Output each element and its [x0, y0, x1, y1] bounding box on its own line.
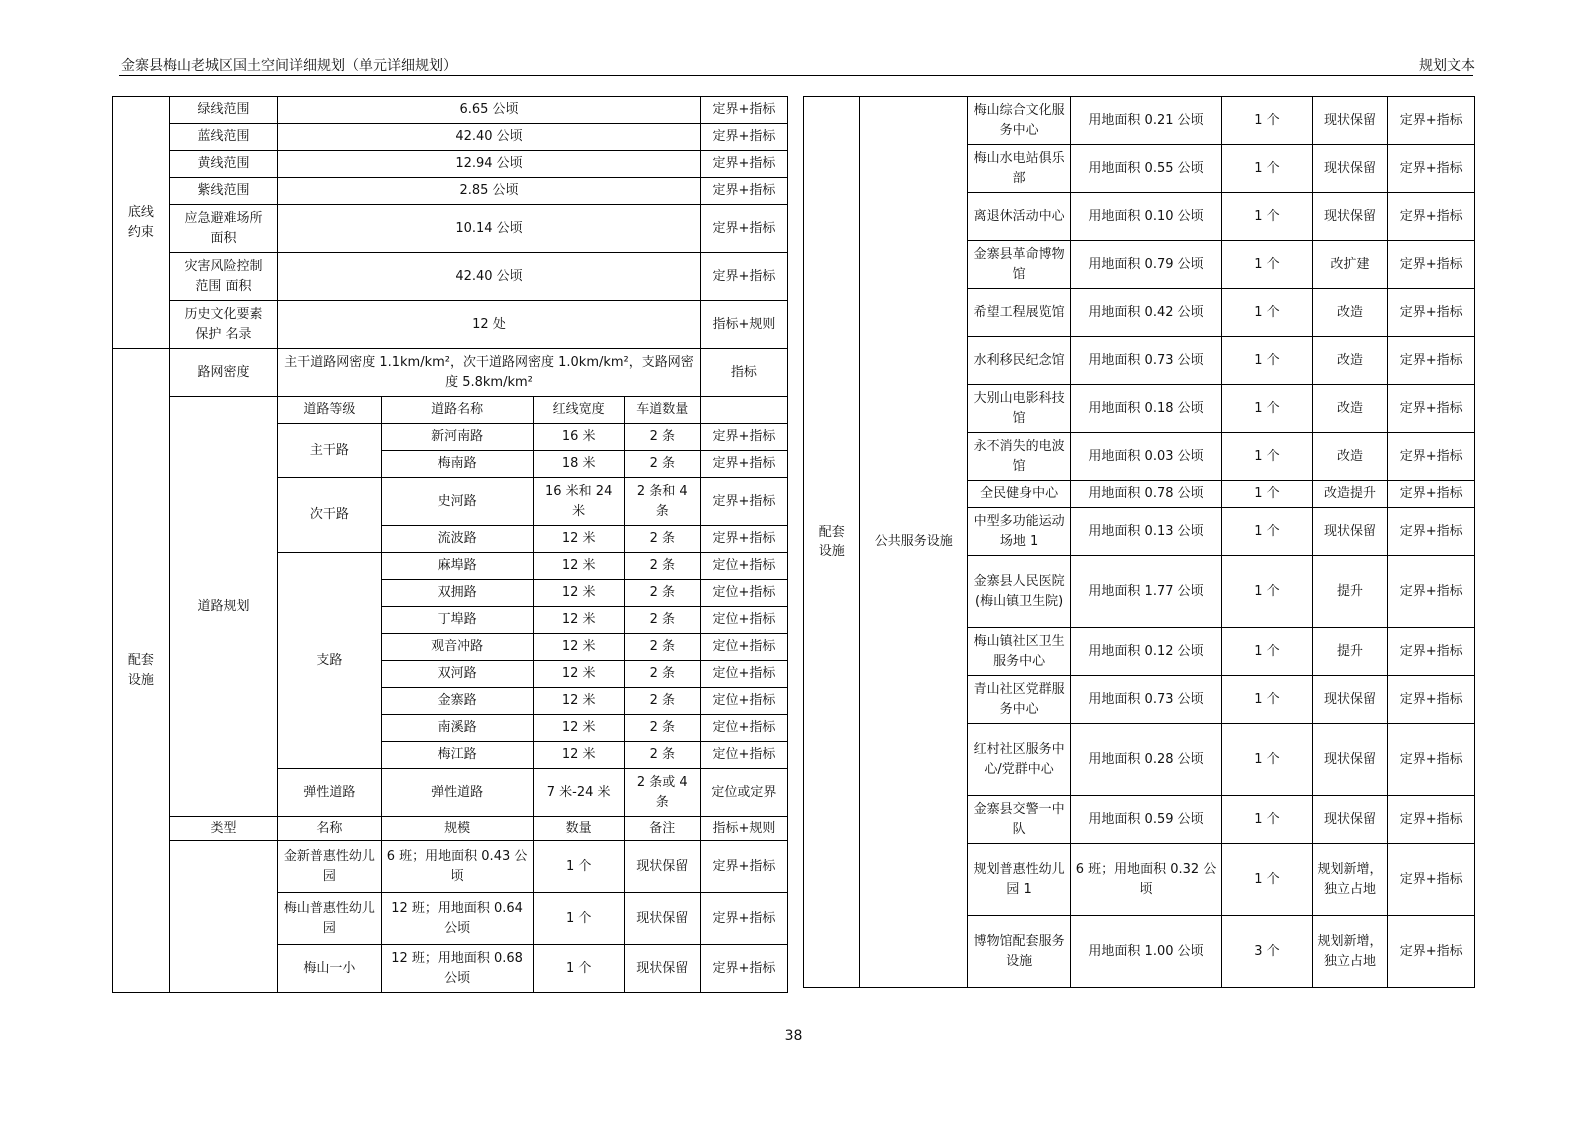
- scale-cell: 用地面积 0.73 公顷: [1070, 676, 1221, 724]
- scale-cell: 用地面积 1.77 公顷: [1070, 556, 1221, 628]
- note-cell: 现状保留: [1312, 193, 1388, 241]
- facility-name-cell: 梅山综合文化服务中心: [968, 97, 1071, 145]
- road-name-cell: 梅南路: [381, 451, 533, 478]
- value-cell: 12.94 公顷: [278, 151, 701, 178]
- value-cell: 2.85 公顷: [278, 178, 701, 205]
- scale-cell: 用地面积 0.03 公顷: [1070, 433, 1221, 481]
- count-cell: 1 个: [1222, 508, 1313, 556]
- control-cell: 定界+指标: [700, 526, 787, 553]
- road-width-cell: 12 米: [533, 580, 624, 607]
- column-header: 指标+规则: [700, 817, 787, 841]
- note-cell: 规划新增， 独立占地: [1312, 844, 1388, 916]
- column-header: 道路名称: [381, 397, 533, 424]
- road-lanes-cell: 2 条: [624, 742, 700, 769]
- road-width-cell: 16 米: [533, 424, 624, 451]
- table-row: [113, 124, 788, 151]
- control-cell: 定界+指标: [700, 97, 787, 124]
- table-row: [113, 253, 788, 301]
- road-lanes-cell: 2 条: [624, 526, 700, 553]
- scale-cell: 6 班；用地面积 0.32 公顷: [1070, 844, 1221, 916]
- column-header: 道路等级: [278, 397, 381, 424]
- facility-name-cell: 金寨县人民医院(梅山镇卫生院): [968, 556, 1071, 628]
- control-cell: 定位+指标: [700, 607, 787, 634]
- note-cell: 现状保留: [1312, 676, 1388, 724]
- road-name-cell: 梅江路: [381, 742, 533, 769]
- road-width-cell: 7 米-24 米: [533, 769, 624, 817]
- document-type: 规划文本: [1419, 58, 1475, 74]
- control-cell: 定界+指标: [700, 841, 787, 893]
- count-cell: 1 个: [1222, 556, 1313, 628]
- road-grade-cell: 支路: [278, 553, 381, 769]
- control-cell: 定界+指标: [700, 253, 787, 301]
- note-cell: 改造提升: [1312, 481, 1388, 508]
- note-cell: 提升: [1312, 556, 1388, 628]
- note-cell: 现状保留: [1312, 796, 1388, 844]
- scale-cell: 用地面积 0.12 公顷: [1070, 628, 1221, 676]
- control-cell: 定界+指标: [1388, 844, 1475, 916]
- facility-name-cell: 梅山镇社区卫生服务中心: [968, 628, 1071, 676]
- count-cell: 1 个: [1222, 97, 1313, 145]
- scale-cell: 12 班；用地面积 0.68 公顷: [381, 945, 533, 993]
- control-cell: 定界+指标: [1388, 724, 1475, 796]
- road-width-cell: 12 米: [533, 688, 624, 715]
- count-cell: 1 个: [533, 893, 624, 945]
- road-width-cell: 18 米: [533, 451, 624, 478]
- item-cell: 路网密度: [169, 349, 277, 397]
- road-width-cell: 12 米: [533, 661, 624, 688]
- facility-name-cell: 金寨县交警一中队: [968, 796, 1071, 844]
- scale-cell: 用地面积 0.18 公顷: [1070, 385, 1221, 433]
- road-lanes-cell: 2 条: [624, 451, 700, 478]
- facility-name-cell: 金寨县革命博物馆: [968, 241, 1071, 289]
- note-cell: 现状保留: [624, 841, 700, 893]
- facility-name-cell: 梅山一小: [278, 945, 381, 993]
- control-cell: 定界+指标: [700, 451, 787, 478]
- control-cell: 定界+指标: [700, 478, 787, 526]
- road-lanes-cell: 2 条: [624, 424, 700, 451]
- item-cell: 黄线范围: [169, 151, 277, 178]
- column-header: 规模: [381, 817, 533, 841]
- item-cell: 绿线范围: [169, 97, 277, 124]
- control-cell: 定界+指标: [700, 893, 787, 945]
- count-cell: 1 个: [1222, 241, 1313, 289]
- control-cell: 定界+指标: [1388, 97, 1475, 145]
- scale-cell: 用地面积 1.00 公顷: [1070, 916, 1221, 988]
- road-lanes-cell: 2 条: [624, 580, 700, 607]
- road-lanes-cell: 2 条: [624, 661, 700, 688]
- road-name-cell: 新河南路: [381, 424, 533, 451]
- road-name-cell: 麻埠路: [381, 553, 533, 580]
- table-row: [113, 841, 788, 893]
- table-row: [113, 397, 788, 424]
- facility-name-cell: 梅山普惠性幼儿园: [278, 893, 381, 945]
- note-cell: 改造: [1312, 433, 1388, 481]
- empty-cell: [700, 397, 787, 424]
- road-width-cell: 12 米: [533, 715, 624, 742]
- page-number: 38: [784, 1028, 803, 1044]
- header-rule: [119, 75, 1473, 76]
- control-cell: 定界+指标: [1388, 556, 1475, 628]
- count-cell: 1 个: [1222, 385, 1313, 433]
- column-header: 名称: [278, 817, 381, 841]
- count-cell: 1 个: [1222, 337, 1313, 385]
- facility-name-cell: 中型多功能运动场地 1: [968, 508, 1071, 556]
- table-row: [804, 97, 1475, 145]
- scale-cell: 用地面积 0.21 公顷: [1070, 97, 1221, 145]
- road-name-cell: 金寨路: [381, 688, 533, 715]
- facility-name-cell: 博物馆配套服务设施: [968, 916, 1071, 988]
- count-cell: 1 个: [1222, 724, 1313, 796]
- road-width-cell: 12 米: [533, 742, 624, 769]
- value-cell: 6.65 公顷: [278, 97, 701, 124]
- road-width-cell: 12 米: [533, 607, 624, 634]
- road-lanes-cell: 2 条和 4 条: [624, 478, 700, 526]
- facility-name-cell: 规划普惠性幼儿园 1: [968, 844, 1071, 916]
- control-cell: 指标+规则: [700, 301, 787, 349]
- facility-name-cell: 希望工程展览馆: [968, 289, 1071, 337]
- note-cell: 现状保留: [1312, 724, 1388, 796]
- road-lanes-cell: 2 条: [624, 553, 700, 580]
- table-row: [113, 151, 788, 178]
- road-width-cell: 12 米: [533, 553, 624, 580]
- value-cell: 10.14 公顷: [278, 205, 701, 253]
- category-cell: 底线 约束: [113, 97, 170, 349]
- road-name-cell: 双拥路: [381, 580, 533, 607]
- table-row: [113, 817, 788, 841]
- item-cell: 蓝线范围: [169, 124, 277, 151]
- control-cell: 定位+指标: [700, 688, 787, 715]
- control-cell: 定界+指标: [1388, 289, 1475, 337]
- facility-name-cell: 大别山电影科技馆: [968, 385, 1071, 433]
- road-name-cell: 史河路: [381, 478, 533, 526]
- road-lanes-cell: 2 条: [624, 688, 700, 715]
- note-cell: 现状保留: [624, 945, 700, 993]
- scale-cell: 12 班；用地面积 0.64 公顷: [381, 893, 533, 945]
- value-cell: 42.40 公顷: [278, 124, 701, 151]
- facility-name-cell: 青山社区党群服务中心: [968, 676, 1071, 724]
- control-cell: 定界+指标: [700, 124, 787, 151]
- control-cell: 定界+指标: [700, 151, 787, 178]
- control-cell: 定界+指标: [1388, 628, 1475, 676]
- value-cell: 主干道路网密度 1.1km/km²，次干道路网密度 1.0km/km²，支路网密度 5.8km/km²: [278, 349, 701, 397]
- count-cell: 1 个: [1222, 193, 1313, 241]
- control-cell: 定界+指标: [700, 205, 787, 253]
- count-cell: 3 个: [1222, 916, 1313, 988]
- road-lanes-cell: 2 条: [624, 715, 700, 742]
- column-header: 红线宽度: [533, 397, 624, 424]
- control-cell: 定界+指标: [700, 178, 787, 205]
- control-cell: 定界+指标: [1388, 481, 1475, 508]
- road-name-cell: 丁埠路: [381, 607, 533, 634]
- control-cell: 定位+指标: [700, 634, 787, 661]
- road-name-cell: 流波路: [381, 526, 533, 553]
- document-title: 金寨县梅山老城区国土空间详细规划（单元详细规划）: [121, 58, 457, 74]
- facility-name-cell: 金新普惠性幼儿园: [278, 841, 381, 893]
- category-cell: 配套 设施: [804, 97, 860, 988]
- control-cell: 定位+指标: [700, 661, 787, 688]
- note-cell: 现状保留: [1312, 97, 1388, 145]
- count-cell: 1 个: [533, 841, 624, 893]
- scale-cell: 用地面积 0.13 公顷: [1070, 508, 1221, 556]
- road-grade-cell: 弹性道路: [278, 769, 381, 817]
- control-cell: 定界+指标: [1388, 433, 1475, 481]
- count-cell: 1 个: [1222, 433, 1313, 481]
- note-cell: 现状保留: [624, 893, 700, 945]
- road-width-cell: 16 米和 24 米: [533, 478, 624, 526]
- count-cell: 1 个: [1222, 796, 1313, 844]
- road-name-cell: 弹性道路: [381, 769, 533, 817]
- column-header: 车道数量: [624, 397, 700, 424]
- control-cell: 定位+指标: [700, 553, 787, 580]
- control-cell: 定界+指标: [1388, 145, 1475, 193]
- control-cell: 定界+指标: [1388, 916, 1475, 988]
- table-row: [113, 97, 788, 124]
- note-cell: 改造: [1312, 289, 1388, 337]
- item-cell: 历史文化要素 保护 名录: [169, 301, 277, 349]
- control-cell: 定界+指标: [1388, 193, 1475, 241]
- control-cell: 定界+指标: [1388, 385, 1475, 433]
- count-cell: 1 个: [1222, 676, 1313, 724]
- note-cell: 改造: [1312, 385, 1388, 433]
- road-name-cell: 南溪路: [381, 715, 533, 742]
- facility-name-cell: 梅山水电站俱乐部: [968, 145, 1071, 193]
- item-cell: 紫线范围: [169, 178, 277, 205]
- control-cell: 定界+指标: [1388, 508, 1475, 556]
- note-cell: 现状保留: [1312, 508, 1388, 556]
- road-grade-cell: 次干路: [278, 478, 381, 553]
- table-row: [113, 178, 788, 205]
- scale-cell: 用地面积 0.55 公顷: [1070, 145, 1221, 193]
- category-cell: 配套 设施: [113, 349, 170, 993]
- control-cell: 定界+指标: [1388, 676, 1475, 724]
- count-cell: 1 个: [1222, 844, 1313, 916]
- note-cell: 现状保留: [1312, 145, 1388, 193]
- table-row: [113, 349, 788, 397]
- note-cell: 提升: [1312, 628, 1388, 676]
- scale-cell: 用地面积 0.73 公顷: [1070, 337, 1221, 385]
- facility-name-cell: 永不消失的电波馆: [968, 433, 1071, 481]
- control-cell: 定位+指标: [700, 742, 787, 769]
- control-cell: 定界+指标: [1388, 337, 1475, 385]
- count-cell: 1 个: [1222, 481, 1313, 508]
- type-cell: [169, 841, 277, 993]
- road-width-cell: 12 米: [533, 526, 624, 553]
- control-cell: 定界+指标: [1388, 796, 1475, 844]
- column-header: 类型: [169, 817, 277, 841]
- value-cell: 42.40 公顷: [278, 253, 701, 301]
- item-cell: 灾害风险控制 范围 面积: [169, 253, 277, 301]
- road-lanes-cell: 2 条: [624, 607, 700, 634]
- control-cell: 指标: [700, 349, 787, 397]
- road-name-cell: 观音冲路: [381, 634, 533, 661]
- count-cell: 1 个: [1222, 628, 1313, 676]
- scale-cell: 用地面积 0.79 公顷: [1070, 241, 1221, 289]
- item-cell: 应急避难场所 面积: [169, 205, 277, 253]
- scale-cell: 用地面积 0.59 公顷: [1070, 796, 1221, 844]
- table-row: [113, 205, 788, 253]
- control-cell: 定界+指标: [1388, 241, 1475, 289]
- road-lanes-cell: 2 条: [624, 634, 700, 661]
- note-cell: 规划新增， 独立占地: [1312, 916, 1388, 988]
- facility-name-cell: 全民健身中心: [968, 481, 1071, 508]
- facility-name-cell: 离退休活动中心: [968, 193, 1071, 241]
- column-header: 备注: [624, 817, 700, 841]
- road-lanes-cell: 2 条或 4 条: [624, 769, 700, 817]
- count-cell: 1 个: [533, 945, 624, 993]
- scale-cell: 用地面积 0.42 公顷: [1070, 289, 1221, 337]
- control-cell: 定界+指标: [700, 424, 787, 451]
- facility-name-cell: 红村社区服务中心/党群中心: [968, 724, 1071, 796]
- count-cell: 1 个: [1222, 145, 1313, 193]
- scale-cell: 用地面积 0.28 公顷: [1070, 724, 1221, 796]
- left-control-table: [112, 96, 788, 993]
- control-cell: 定位或定界: [700, 769, 787, 817]
- value-cell: 12 处: [278, 301, 701, 349]
- subcategory-cell: 公共服务设施: [860, 97, 968, 988]
- control-cell: 定位+指标: [700, 715, 787, 742]
- item-cell: 道路规划: [169, 397, 277, 817]
- road-name-cell: 双河路: [381, 661, 533, 688]
- table-row: [113, 301, 788, 349]
- control-cell: 定界+指标: [700, 945, 787, 993]
- note-cell: 改造: [1312, 337, 1388, 385]
- road-grade-cell: 主干路: [278, 424, 381, 478]
- scale-cell: 用地面积 0.78 公顷: [1070, 481, 1221, 508]
- note-cell: 改扩建: [1312, 241, 1388, 289]
- right-control-table: [803, 96, 1475, 988]
- control-cell: 定位+指标: [700, 580, 787, 607]
- column-header: 数量: [533, 817, 624, 841]
- facility-name-cell: 水利移民纪念馆: [968, 337, 1071, 385]
- road-width-cell: 12 米: [533, 634, 624, 661]
- scale-cell: 用地面积 0.10 公顷: [1070, 193, 1221, 241]
- count-cell: 1 个: [1222, 289, 1313, 337]
- scale-cell: 6 班；用地面积 0.43 公顷: [381, 841, 533, 893]
